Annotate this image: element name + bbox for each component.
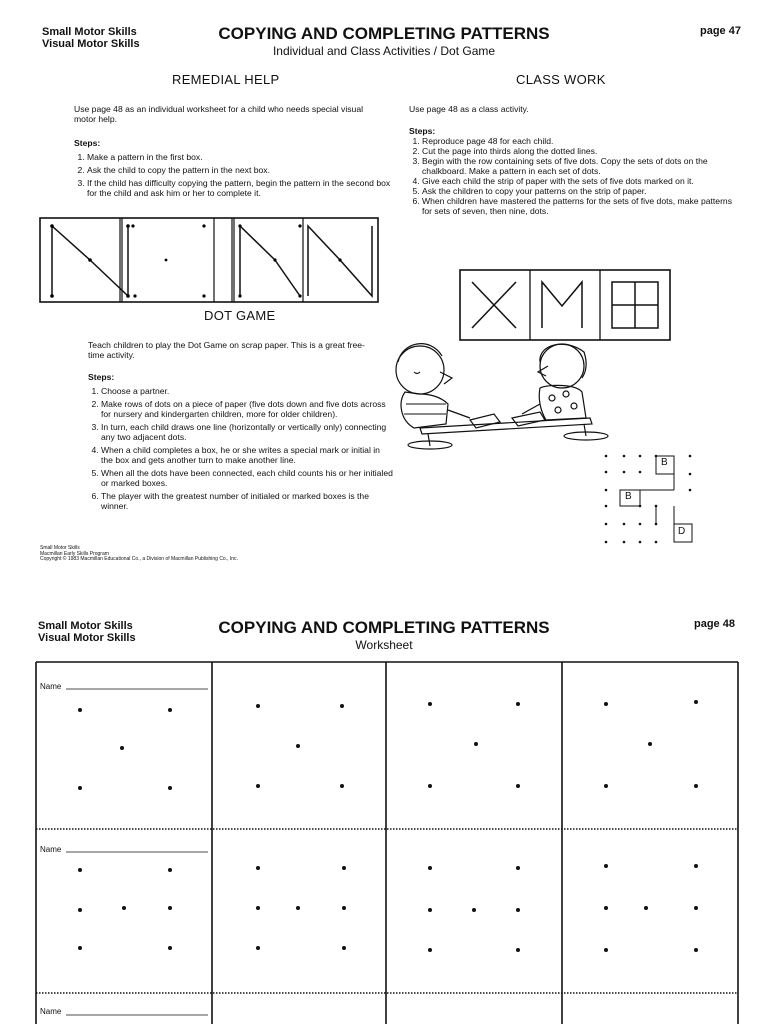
copyright-line: Small Motor Skills <box>40 545 80 551</box>
header-line-2: Visual Motor Skills <box>38 632 136 644</box>
remedial-heading: REMEDIAL HELP <box>172 72 280 87</box>
list-item: 1. Make a pattern in the first box. <box>87 152 395 162</box>
box-letter: B <box>625 491 632 502</box>
dot-game-heading: DOT GAME <box>204 308 276 323</box>
remedial-steps-label: Steps: <box>74 138 101 148</box>
list-item: 3. If the child has difficulty copying the pattern, begin the pattern in the second box for the child and ask him or her to complete it. <box>87 178 395 198</box>
page-number: page 48 <box>694 618 735 630</box>
remedial-intro: Use page 48 as an individual worksheet for a child who needs special visual motor help. <box>74 104 364 124</box>
list-item: 2. Cut the page into thirds along the dotted lines. <box>422 146 740 156</box>
header-line-1: Small Motor Skills <box>38 620 133 632</box>
list-item: 5. When all the dots have been connected, each child counts his or her initialed or marked boxes. <box>101 468 393 488</box>
page-subtitle: Worksheet <box>355 638 413 652</box>
list-item: 6. When children have mastered the patterns for the sets of five dots, make patterns for sets of seven, then nine, dots. <box>422 196 740 216</box>
page-title: COPYING AND COMPLETING PATTERNS <box>218 24 550 43</box>
name-label: Name <box>40 682 62 691</box>
list-item: 1. Reproduce page 48 for each child. <box>422 136 740 146</box>
dot-game-intro: Teach children to play the Dot Game on scrap paper. This is a great free-time activity. <box>88 340 365 360</box>
box-letter: B <box>661 457 668 468</box>
copyright-line: Copyright © 1983 Macmillan Educational Co., a Division of Macmillan Publishing Co., Inc. <box>40 556 238 562</box>
page-title: COPYING AND COMPLETING PATTERNS <box>218 618 550 637</box>
page-number: page 47 <box>700 25 741 37</box>
page-subtitle: Individual and Class Activities / Dot Game <box>272 44 496 58</box>
box-letter: D <box>678 526 686 537</box>
list-item: 3. Begin with the row containing sets of five dots. Copy the sets of dots on the chalkboard. Make a pattern in each set of dots. <box>422 156 740 176</box>
header-line-2: Visual Motor Skills <box>42 38 140 50</box>
list-item: 4. Give each child the strip of paper with the sets of five dots marked on it. <box>422 176 740 186</box>
list-item: 2. Make rows of dots on a piece of paper (five dots down and five dots across for nursery and kindergarten children, more for older children). <box>101 399 393 419</box>
list-item: 1. Choose a partner. <box>101 386 393 396</box>
classwork-intro: Use page 48 as a class activity. <box>409 104 529 114</box>
list-item: 4. When a child completes a box, he or she writes a special mark or initial in the box and gets another turn to make another line. <box>101 445 393 465</box>
name-label: Name <box>40 845 62 854</box>
list-item: 5. Ask the children to copy your patterns on the strip of paper. <box>422 186 740 196</box>
header-line-1: Small Motor Skills <box>42 26 137 38</box>
list-item: 3. In turn, each child draws one line (horizontally or vertically only) connecting any two adjacent dots. <box>101 422 393 442</box>
list-item: 6. The player with the greatest number of initialed or marked boxes is the winner. <box>101 491 393 511</box>
name-label: Name <box>40 1007 62 1016</box>
dot-game-steps-label: Steps: <box>88 372 115 382</box>
copyright-line: Macmillan Early Skills Program <box>40 550 109 557</box>
classwork-steps-label: Steps: <box>409 126 436 136</box>
list-item: 2. Ask the child to copy the pattern in the next box. <box>87 165 395 175</box>
classwork-heading: CLASS WORK <box>516 72 606 87</box>
